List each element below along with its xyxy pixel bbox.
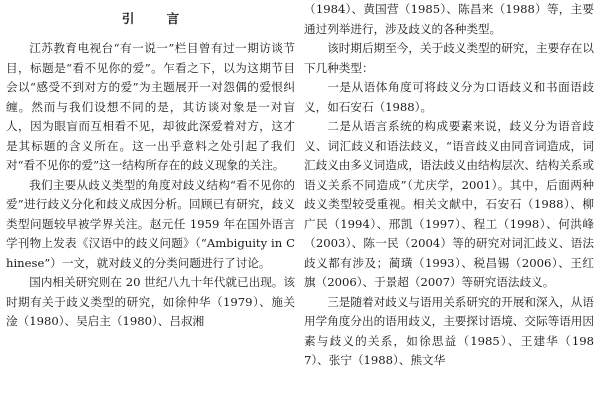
left-column [6,0,295,332]
body-paragraph-5: 三是随着对歧义与语用关系研究的开展和深入，从语用学角度分出的语用歧义，主要探讨语境、交际等语用因素与歧义的关系，如徐思益（1985）、王建华（1987）、张宁（1988）、熊文华 [304,294,594,367]
body-paragraph-3: 一是从语体角度可将歧义分为口语歧义和书面语歧义，如石安石（1988）。 [304,80,594,114]
section-heading: 引 言 [121,11,194,26]
body-paragraph-4: 二是从语言系统的构成要素来说，歧义分为语音歧义、词汇歧义和语法歧义，“语音歧义由同音词造成，词汇歧义由多义词造成，语法歧义由结构层次、结构关系或语义关系不同造成”（尤庆学，2001）。其中，后面两种歧义类型较受重视。相关文献中，石安石（1988）、柳广民（1994）、邢凯（1997）、程工（1998）、何洪峰（2003）、陈一民（2004）等的研究对词汇歧义、语法歧义都有涉及；蔺璜（1993）、税昌锡（2006）、王红旗（2006）、于景超（2007）等研究语法歧义。 [304,119,594,289]
body-paragraph-2: 该时期后期至今，关于歧义类型的研究，主要存在以下几种类型： [304,41,594,75]
continued-paragraph: （1984）、黄国营（1985）、陈昌来（1988）等，主要通过列举进行，涉及歧义的各种类型。 [304,2,594,36]
intro-paragraph-3: 国内相关研究则在 20 世纪八九十年代就已出现。该时期有关于歧义类型的研究，如徐仲华（1979）、施关淦（1980）、吴启主（1980）、吕叔湘 [6,275,295,328]
intro-paragraph-1: 江苏教育电视台“有一说一”栏目曾有过一期访谈节目，标题是“看不见你的爱”。乍看之下，以为这期节目会以“感受不到对方的爱”为主题展开一对怨偶的爱恨纠缠。然而与我们设想不同的是，其访谈对象是一对盲人，因为眼盲而互相看不见，却彼此深爱着对方，这才是其标题的含义所在。这一出乎意料之处引起了我们对“看不见你的爱”这一结构所存在的歧义现象的关注。 [6,41,295,172]
right-column [304,0,594,371]
intro-paragraph-2: 我们主要从歧义类型的角度对歧义结构“看不见你的爱”进行歧义分化和歧义成因分析。回顾已有研究，歧义类型问题较早被学界关注。赵元任 1959 年在国外语言学刊物上发表《汉语中的歧义问题》（“Ambiguity in Chinese”）一文，就对歧义的分类问题进行了讨论。 [6,177,295,270]
